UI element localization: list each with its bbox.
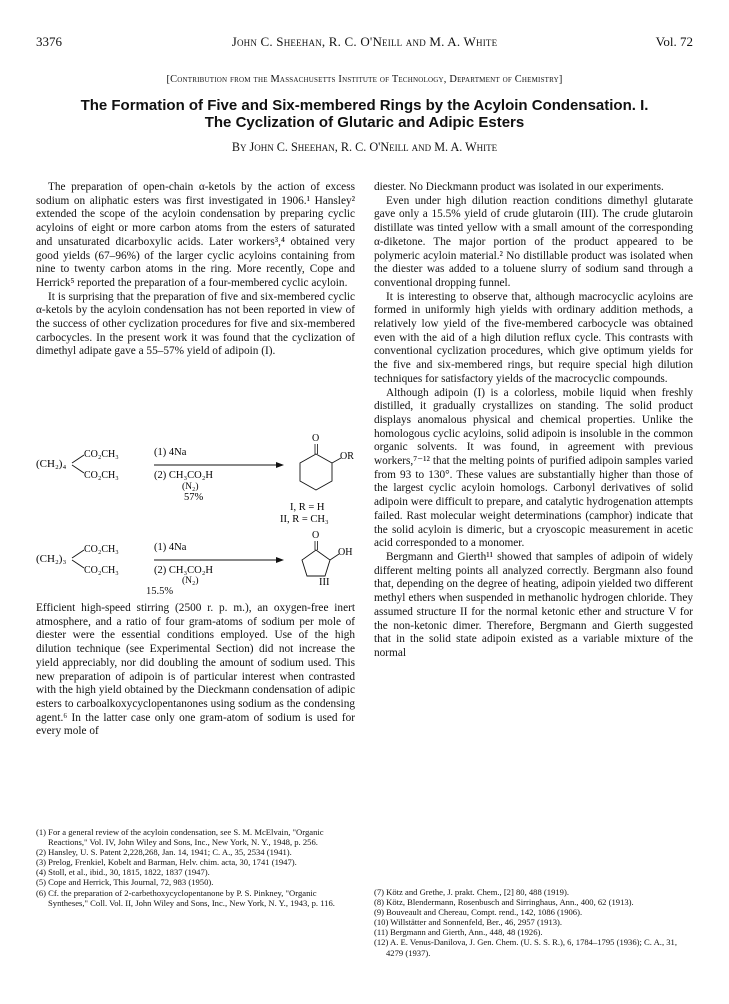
byline: By John C. Sheehan, R. C. O'Neill and M. A. White — [231, 140, 498, 154]
reaction-scheme — [36, 432, 355, 586]
five-ring — [302, 550, 330, 576]
scheme-ester-bottom: CO₂CH₃ — [84, 565, 119, 576]
paragraph: Bergmann and Gierth¹¹ showed that samples of adipoin of widely different melting points all analyzed correctly. Bergmann also found that, depending on the degree of heating, adipoin yielded two different methyl ethers when suspended in methanolic hydrogen chloride. They assumed structure II for the normal ketonic ether and structure V for the non-ketonic dimer. Therefore, Bergmann and Gierth suggested that in the solid state adipoin existed as a variable mixture of the normal — [374, 550, 693, 659]
scheme-yield-2: 15.5% — [146, 586, 174, 597]
article-title — [36, 97, 693, 131]
scheme-yield-1: 57% — [184, 492, 204, 503]
product-label-3: III — [319, 577, 330, 586]
scheme-ester-top: CO₂CH₃ — [84, 449, 119, 460]
footnote: (7) Kötz and Grethe, J. prakt. Chem., [2] 80, 488 (1919). — [374, 887, 569, 897]
left-column-bottom — [36, 602, 355, 739]
scheme-reactant-2: (CH₂)₃ — [36, 553, 67, 565]
scheme-step-2: (2) CH₃CO₂H — [154, 470, 213, 481]
oh-group: OH — [338, 547, 353, 558]
paragraph: Efficient high-speed stirring (2500 r. p. m.), an oxygen-free inert atmosphere, and a ratio of four gram-atoms of sodium per mole of diester were the essential conditions employed. Use of the high dilution technique (see Experimental Section) did not increase the yield appreciably, nor did doubling the amount of sodium used. This new preparation of adipoin is of particular interest when contrasted with the high yield obtained by the Dieckmann condensation of adipic esters to carboalkoxycyclopentanones using sodium as the condensing agent.⁶ In the latter case only one gram-atom of sodium is used for every mole of — [36, 602, 355, 738]
running-head-authors: John C. Sheehan, R. C. O'Neill and M. A. White — [231, 34, 498, 49]
left-footnotes — [36, 827, 355, 908]
scheme-n2: (N₂) — [182, 576, 199, 586]
six-ring — [300, 454, 332, 490]
scheme-ester-top: CO₂CH₃ — [84, 544, 119, 555]
title-line-1: The Formation of Five and Six-membered Rings by the Acyloin Condensation. I. — [80, 97, 649, 114]
footnote: (12) A. E. Venus-Danilova, J. Gen. Chem. (U. S. S. R.), 6, 1784–1795 (1936); C. A., 31, 4279 (1937). — [374, 937, 677, 958]
footnote: (6) Cf. the preparation of 2-carbethoxycyclopentanone by P. S. Pinkney, "Organic Syntheses," Coll. Vol. II, John Wiley and Sons, Inc., New York, N. Y., 1943, p. 116. — [36, 887, 335, 908]
footnote: (10) Willstätter and Sonnenfeld, Ber., 46, 2957 (1913). — [374, 917, 563, 928]
running-head — [36, 34, 693, 50]
scheme-ester-bottom: CO₂CH₃ — [84, 470, 119, 481]
footnote: (11) Bergmann and Gierth, Ann., 448, 48 (1926). — [374, 927, 543, 938]
carbonyl-o: O — [312, 433, 320, 444]
paragraph: Even under high dilution reaction conditions dimethyl glutarate gave only a 15.5% yield of crude glutaroin (III). The crude glutaroin distillate was tinted yellow with a small amount of the corresponding α-diketone. The major portion of the product appeared to be polymeric acyloin material.² No distillable product was isolated when the diester was added to a toluene slurry of sodium sand through a conventional dropping funnel. — [374, 194, 693, 289]
paragraph: It is interesting to observe that, although macrocyclic acyloins are formed in uniformly high yields with ordinary addition methods, a relatively low yield of the five-membered carbocycle was obtained even with the aid of a high dilution reflux cycle. This contrasts with conventional cyclization procedures, which give optimum yields for the five and six-membered rings, but require special high dilution techniques for satisfactory yields of the macrocyclic compounds. — [374, 290, 693, 385]
scheme-step-1: (1) 4Na — [154, 447, 187, 458]
footnote: (9) Bouveault and Chereau, Compt. rend., 142, 1086 (1906). — [374, 907, 583, 918]
paragraph: The preparation of open-chain α-ketols by the action of excess sodium on aliphatic esters was first investigated in 1906.¹ Hansley² extended the scope of the acyloin condensation by preparing cyclic acyloins of eight or more carbon atoms from the esters of saturated and unsaturated dicarboxylic acids. Later workers³,⁴ obtained very good yields (67–96%) of the larger cyclic acyloins containing from nine to twenty carbon atoms in the ring. More recently, Cope and Herrick⁵ reported the preparation of a four-membered cyclic acyloin. — [36, 181, 355, 289]
right-footnotes — [374, 887, 693, 958]
left-column-top — [36, 181, 355, 359]
footnote: (8) Kötz, Blendermann, Rosenbusch and Sirringhaus, Ann., 400, 62 (1913). — [374, 897, 634, 908]
scheme-step-2: (2) CH₃CO₂H — [154, 565, 213, 576]
footnote: (4) Stoll, et al., ibid., 30, 1815, 1822, 1837 (1947). — [36, 867, 210, 878]
paragraph: Although adipoin (I) is a colorless, mobile liquid when freshly distilled, it gradually crystallizes on standing. The solid product displays anomalous physical and chemical properties. Unlike the homologous cyclic acyloins, solid adipoin is insoluble in the common organic solvents. It was found, in agreement with previous workers,⁷⁻¹² that the melting points of purified adipoin samples varied from 93 to 130°. These values are substantially higher than those of the largest cyclic acyloin homologs. Carbonyl derivatives of solid adipoin were difficult to prepare, and catalytic hydrogenation attempts failed. Rast molecular weight determinations (camphor) indicate that the solid acyloin is dimeric, but a cryoscopic measurement in acetic acid corresponded to a monomer. — [374, 386, 693, 550]
right-column — [374, 181, 693, 661]
footnote: (3) Prelog, Frenkiel, Kobelt and Barman, Helv. chim. acta, 30, 1741 (1947). — [36, 857, 297, 868]
or-group: OR — [340, 451, 354, 462]
scheme-n2: (N₂) — [182, 482, 199, 492]
carbonyl-o: O — [312, 530, 320, 541]
contribution-line: [Contribution from the Massachusetts Institute of Technology, Department of Chemistry] — [166, 74, 563, 85]
volume-number: Vol. 72 — [655, 34, 693, 49]
footnote: (5) Cope and Herrick, This Journal, 72, 983 (1950). — [36, 877, 214, 888]
paragraph: diester. No Dieckmann product was isolated in our experiments. — [374, 181, 664, 193]
product-label-2: II, R = CH₃ — [280, 514, 329, 525]
footnote: (1) For a general review of the acyloin condensation, see S. M. McElvain, "Organic Reactions," Vol. IV, John Wiley and Sons, Inc., New York, N. Y., 1948, p. 256. — [36, 827, 324, 848]
product-label-1: I, R = H — [290, 502, 325, 513]
paragraph: It is surprising that the preparation of five and six-membered cyclic α-ketols by the acyloin condensation has not been reported in view of the success of other cyclization procedures for five and six-membered carbocycles. In the present work it was found that the cyclization of dimethyl adipate gave a 55–57% yield of adipoin (I). — [36, 290, 355, 358]
scheme-reactant-1: (CH₂)₄ — [36, 458, 67, 470]
title-line-2: The Cyclization of Glutaric and Adipic Esters — [204, 114, 525, 131]
scheme-step-1: (1) 4Na — [154, 542, 187, 553]
footnote: (2) Hansley, U. S. Patent 2,228,268, Jan. 14, 1941; C. A., 35, 2534 (1941). — [36, 847, 292, 858]
page-number: 3376 — [36, 34, 62, 49]
